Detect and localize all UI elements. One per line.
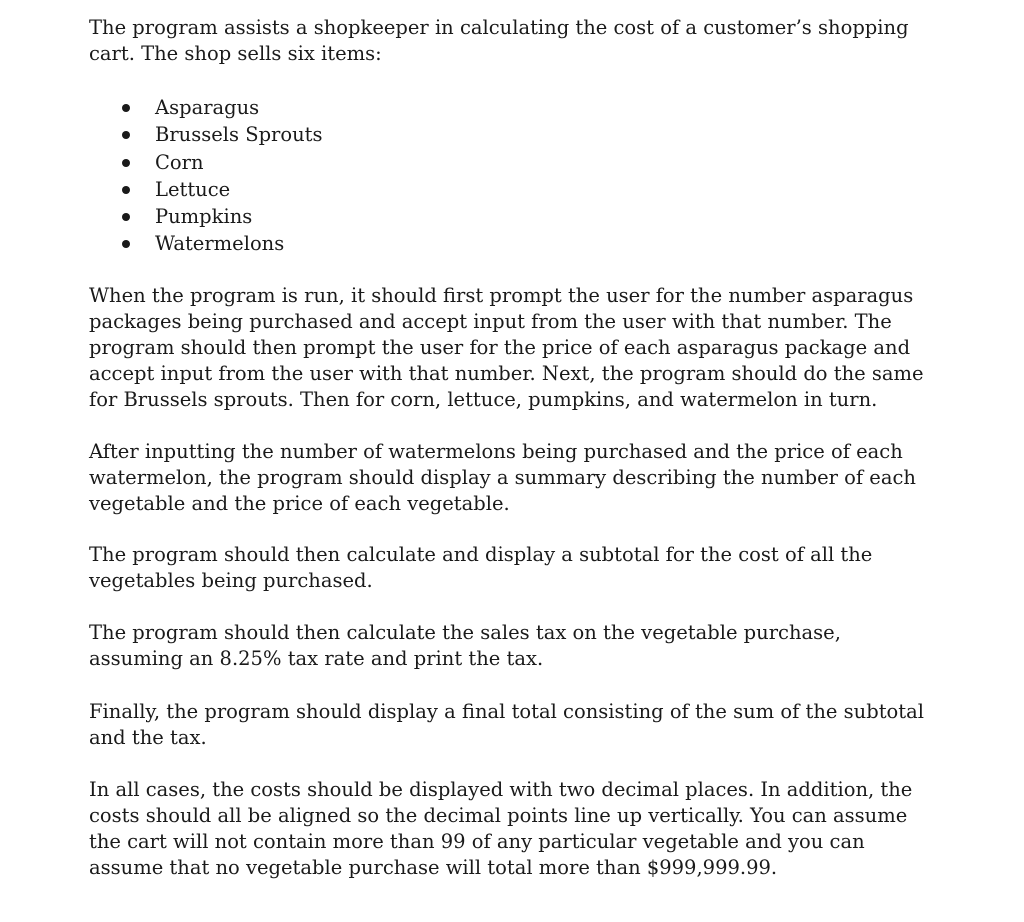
text-line: In all cases, the costs should be displayed with two decimal places. In addition, the	[89, 778, 913, 801]
text-line: vegetable and the price of each vegetable.	[89, 492, 510, 515]
text-line: and the tax.	[89, 726, 207, 749]
intro-paragraph	[89, 15, 989, 67]
text-line: the cart will not contain more than 99 of any particular vegetable and you can	[89, 830, 865, 853]
text-line: accept input from the user with that number. Next, the program should do the same	[89, 362, 924, 385]
vegetable-list	[89, 94, 323, 258]
bullet-icon	[122, 186, 130, 194]
text-line: program should then prompt the user for the price of each asparagus package and	[89, 336, 911, 359]
text-line: The program assists a shopkeeper in calculating the cost of a customer’s shopping	[89, 16, 909, 39]
subtotal-paragraph	[89, 542, 989, 594]
text-line: vegetables being purchased.	[89, 569, 373, 592]
text-line: assume that no vegetable purchase will total more than $999,999.99.	[89, 856, 778, 879]
list-item: Watermelons	[89, 230, 323, 257]
summary-paragraph	[89, 439, 989, 517]
text-line: for Brussels sprouts. Then for corn, lettuce, pumpkins, and watermelon in turn.	[89, 388, 878, 411]
text-line: assuming an 8.25% tax rate and print the tax.	[89, 647, 544, 670]
bullet-icon	[122, 159, 130, 167]
bullet-icon	[122, 104, 130, 112]
list-item: Pumpkins	[89, 203, 323, 230]
text-line: cart. The shop sells six items:	[89, 42, 382, 65]
list-item: Lettuce	[89, 176, 323, 203]
list-item: Asparagus	[89, 94, 323, 121]
bullet-icon	[122, 213, 130, 221]
tax-paragraph	[89, 620, 989, 672]
list-item: Corn	[89, 149, 323, 176]
bullet-icon	[122, 240, 130, 248]
text-line: The program should then calculate and display a subtotal for the cost of all the	[89, 543, 873, 566]
text-line: The program should then calculate the sales tax on the vegetable purchase,	[89, 621, 841, 644]
formatting-paragraph	[89, 777, 989, 881]
text-line: After inputting the number of watermelons being purchased and the price of each	[89, 440, 903, 463]
prompt-paragraph	[89, 283, 989, 413]
bullet-icon	[122, 131, 130, 139]
total-paragraph	[89, 699, 989, 751]
text-line: watermelon, the program should display a summary describing the number of each	[89, 466, 916, 489]
text-line: packages being purchased and accept input from the user with that number. The	[89, 310, 892, 333]
text-line: costs should all be aligned so the decimal points line up vertically. You can assume	[89, 804, 908, 827]
list-item: Brussels Sprouts	[89, 121, 323, 148]
text-line: When the program is run, it should first prompt the user for the number asparagus	[89, 284, 914, 307]
text-line: Finally, the program should display a final total consisting of the sum of the subtotal	[89, 700, 924, 723]
